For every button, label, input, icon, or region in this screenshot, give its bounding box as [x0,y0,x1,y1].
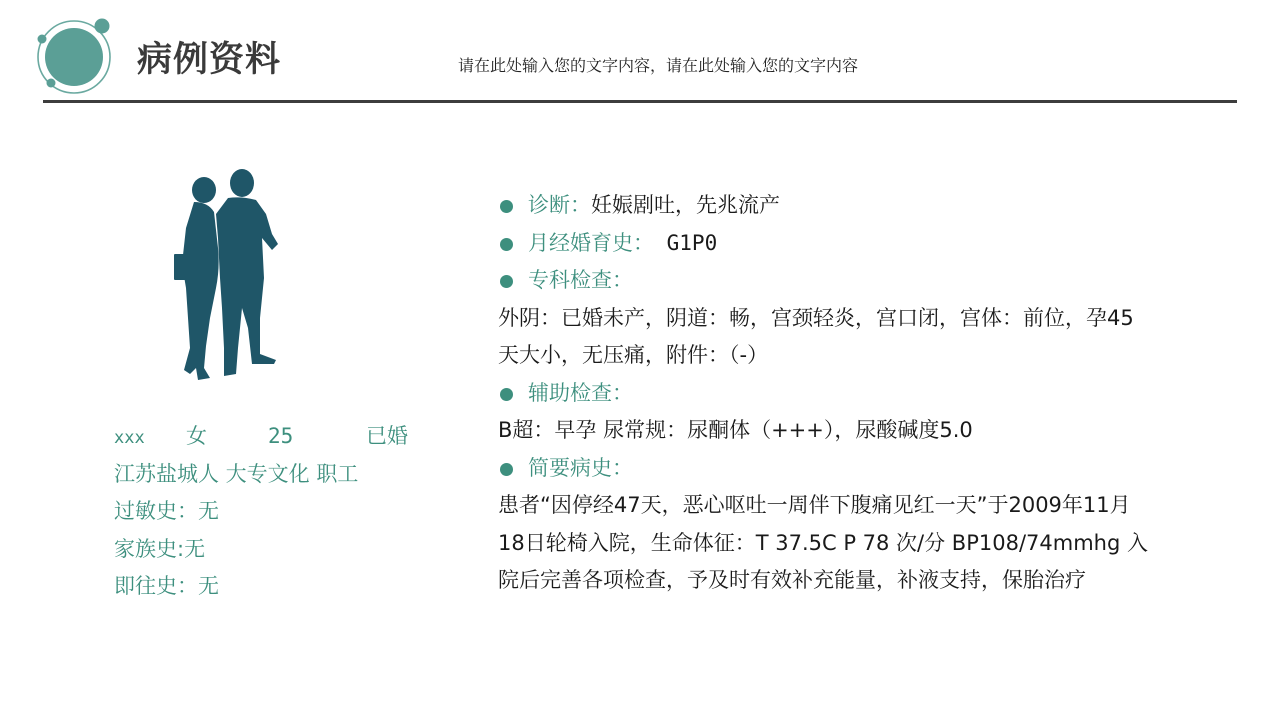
brief-history-item [498,450,1228,488]
brief-history-text-3: 院后完善各项检查，予及时有效补充能量，补液支持，保胎治疗 [498,568,1086,592]
menstrual-history-label: 月经婚育史： [528,230,654,255]
bullet-dot-icon [500,200,513,213]
menstrual-history-value: G1P0 [654,230,718,255]
patient-marital-status: 已婚 [366,424,408,448]
patient-allergy: 过敏史：无 [114,499,219,523]
logo-circles-icon [33,16,115,96]
specialist-exam-text-1: 外阴：已婚未产，阴道：畅，宫颈轻炎，宫口闭，宫体：前位，孕45 [498,305,1134,330]
patient-basic-row [114,418,408,456]
menstrual-history-item [498,225,1228,263]
specialist-exam-text-2: 天大小，无压痛，附件：（-） [498,343,769,367]
bullet-dot-icon [500,388,513,401]
couple-silhouette-icon [168,168,288,388]
patient-family-history: 家族史:无 [114,536,206,561]
auxiliary-exam-text: B超：早孕 尿常规：尿酮体（+++），尿酸碱度5.0 [498,418,973,442]
auxiliary-exam-label: 辅助检查： [528,380,633,405]
bullet-dot-icon [500,238,513,251]
page-subtitle: 请在此处输入您的文字内容，请在此处输入您的文字内容 [458,56,859,75]
specialist-exam-label: 专科检查： [528,268,633,292]
patient-age: 25 [268,424,294,448]
brief-history-label: 简要病史： [528,455,633,480]
auxiliary-exam-item [498,375,1228,413]
bullet-dot-icon [500,463,513,476]
page-title: 病例资料 [137,40,282,80]
header-divider [43,100,1237,103]
patient-past-history: 即往史：无 [114,574,219,598]
diagnosis-value: 妊娠剧吐，先兆流产 [591,193,780,217]
brief-history-text-1: 患者“因停经47天，恶心呕吐一周伴下腹痛见红一天”于2009年11月 [498,493,1131,517]
specialist-exam-item [498,262,1228,300]
patient-origin: 江苏盐城人 大专文化 职工 [114,461,359,486]
diagnosis-label: 诊断： [528,193,591,217]
patient-sex: 女 [186,424,207,448]
patient-info [114,418,408,606]
case-details [498,187,1228,600]
diagnosis-item [498,187,1228,225]
bullet-dot-icon [500,275,513,288]
patient-name: xxx [114,428,145,448]
brief-history-text-2: 18日轮椅入院，生命体征：T 37.5C P 78 次/分 BP108/74mmhg 入 [498,530,1148,555]
